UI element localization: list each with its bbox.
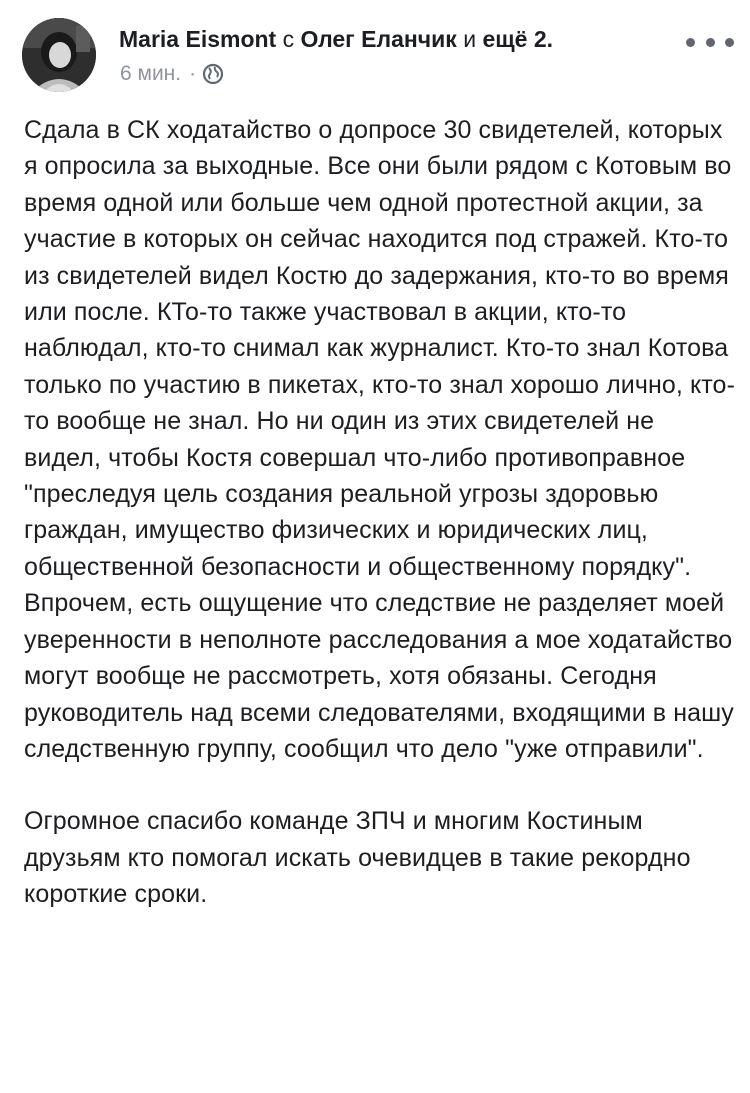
post-author-line (119, 24, 553, 54)
more-options-button[interactable] (686, 30, 734, 54)
post-timestamp[interactable]: 6 мин. (120, 62, 182, 85)
meta-separator: · (189, 62, 197, 85)
others-link[interactable]: ещё 2. (482, 26, 553, 52)
globe-icon[interactable] (202, 63, 224, 85)
with-connector: с (282, 26, 295, 52)
more-horizontal-icon (686, 38, 695, 47)
post-text (24, 112, 736, 913)
and-connector: и (463, 26, 477, 52)
post-header (0, 0, 750, 100)
tagged-person-link[interactable]: Олег Еланчик (300, 26, 457, 52)
author-name-link[interactable]: Maria Eismont (119, 26, 277, 52)
post-meta (120, 61, 224, 87)
post-paragraph: Огромное спасибо команде ЗПЧ и многим Костиным друзьям кто помогал искать очевидцев в такие рекордно короткие сроки. (24, 807, 691, 909)
post-paragraph: Сдала в СК ходатайство о допросе 30 свидетелей, которых я опросила за выходные. Все они были рядом с Котовым во время одной или больше чем одной протестной акции, за участие в которых он сейчас находится под стражей. Кто-то из свидетелей видел Костю до задержания, кто-то во время или после. КТо-то также участвовал в акции, кто-то наблюдал, кто-то снимал как журналист. Кто-то знал Котова только по участию в пикетах, кто-то знал хорошо лично, кто-то вообще не знал. Но ни один из этих свидетелей не видел, чтобы Костя совершал что-либо противоправное "преследуя цель создания реальной угрозы здоровью граждан, имущество физических и юридических лиц, общественной безопасности и общественному порядку". (24, 116, 735, 581)
avatar[interactable] (22, 18, 96, 92)
post-paragraph: Впрочем, есть ощущение что следствие не разделяет моей уверенности в неполноте расследования а мое ходатайство могут вообще не рассмотреть, хотя обязаны. Сегодня руководитель над всеми следователями, входящими в нашу следственную группу, сообщил что дело "уже отправили". (24, 589, 734, 763)
